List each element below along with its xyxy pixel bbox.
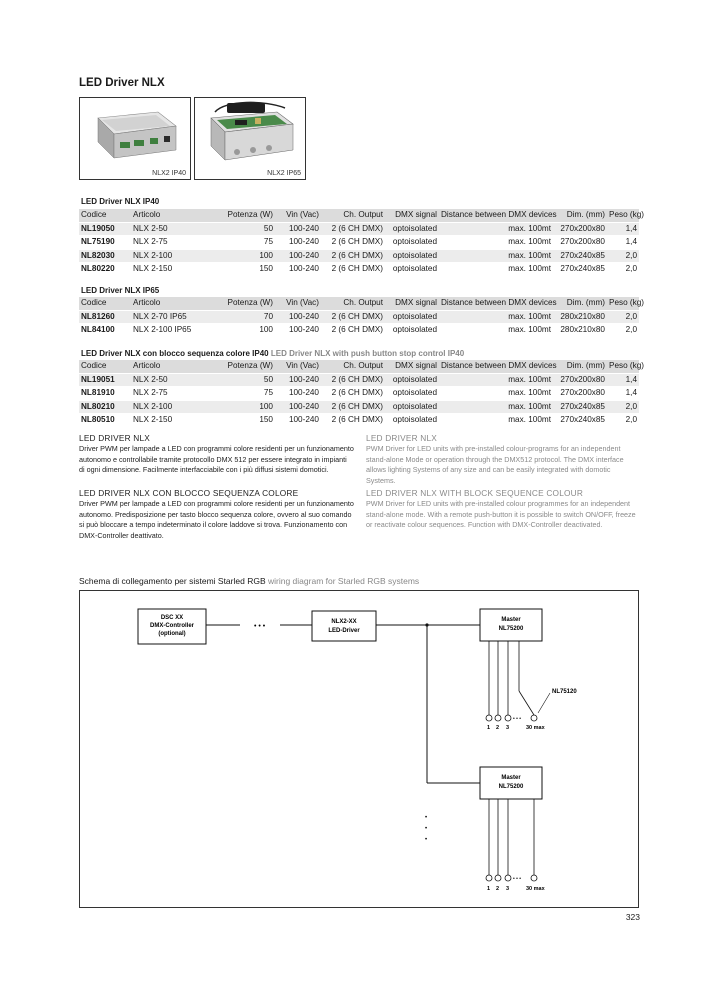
col-header: Peso (kg) [607,209,639,222]
vertical-dot: • [425,815,428,821]
table-row [79,400,639,414]
spec-table-push-button [79,360,645,427]
spec-table-ip65 [79,297,645,337]
table-cell: 100-240 [275,236,321,250]
product-photo-ip40 [79,97,191,180]
table-cell: 75 [209,387,275,401]
product-code: NL75190 [79,236,131,250]
product-code: NL80210 [79,400,131,414]
table-header [79,209,639,222]
table-cell: NLX 2-100 [131,400,209,414]
col-header: Distance between DMX devices [439,209,553,222]
product-code: NL80220 [79,263,131,276]
wiring-diagram-svg [80,591,638,907]
terminal-label: 3 [506,886,510,892]
table-cell: 50 [209,222,275,236]
controller-label: DSC XX [160,615,184,621]
terminal-label: 1 [487,886,491,892]
table-cell: 100 [209,400,275,414]
col-header: Vin (Vac) [275,360,321,373]
table-cell: 270x200x80 [553,222,607,236]
product-code: NL80510 [79,414,131,427]
table-title-push-button [81,349,464,358]
table-cell: 1,4 [607,222,639,236]
description-text: PWM Driver for LED units with pre-installed colour-programs for an independent stand-alone Mode or operation through the DMX512 protocol. The DMX interface allows lighting Systems of any size and can be easily integrated with domotic Systems. [366,444,624,485]
table-title-en: LED Driver NLX with push button stop control IP40 [270,349,465,358]
col-header: Codice [79,360,131,373]
table-cell: 280x210x80 [553,310,607,324]
table-cell: 100-240 [275,373,321,387]
controller-label: DMX-Controller [150,623,194,629]
master-label: Master [501,617,521,623]
table-cell: NLX 2-150 [131,414,209,427]
table-cell: 2 (6 CH DMX) [321,310,385,324]
table-row [79,236,639,250]
table-cell: max. 100mt [439,249,553,263]
table-cell: max. 100mt [439,236,553,250]
table-cell: 2 (6 CH DMX) [321,387,385,401]
terminal-label: 1 [487,725,491,731]
table-cell: 2,0 [607,310,639,324]
table-cell: 2 (6 CH DMX) [321,400,385,414]
col-header: Distance between DMX devices [439,360,553,373]
col-header: DMX signal [385,297,439,310]
table-title-it: LED Driver NLX IP40 [81,197,160,206]
table-title-ip40 [81,197,159,206]
table-cell: 1,4 [607,373,639,387]
master-label: NL75200 [498,784,524,790]
table-row [79,387,639,401]
product-photo-ip65 [194,97,306,180]
table-cell: 150 [209,414,275,427]
table-cell: max. 100mt [439,414,553,427]
table-cell: 2 (6 CH DMX) [321,249,385,263]
col-header: Potenza (W) [209,360,275,373]
table-cell: 70 [209,310,275,324]
col-header: Peso (kg) [607,360,639,373]
description-text: Driver PWM per lampade a LED con programmi colore residenti per un funzionamento autonomo e controllabile tramite protocollo DMX 512 per essere integrato in impianti di ogni dimensione. Facilmente interfacciabile con i più diffusi sistemi domotici. [79,444,354,474]
table-cell: 270x200x80 [553,373,607,387]
table-cell: NLX 2-100 IP65 [131,324,209,337]
table-cell: 270x240x85 [553,414,607,427]
col-header: Articolo [131,209,209,222]
driver-ip65-image [195,98,305,179]
table-cell: optoisolated [385,263,439,276]
table-cell: NLX 2-75 [131,236,209,250]
description-en-2 [366,488,638,531]
table-cell: optoisolated [385,236,439,250]
terminal-label: 30 max [526,725,545,731]
table-row [79,324,639,337]
table-cell: 2 (6 CH DMX) [321,263,385,276]
col-header: Ch. Output [321,209,385,222]
table-title-it: LED Driver NLX IP65 [81,286,160,295]
col-header: Dim. (mm) [553,297,607,310]
description-heading: LED DRIVER NLX [366,433,438,443]
diagram-title-en: wiring diagram for Starled RGB systems [268,576,420,586]
product-code: NL81260 [79,310,131,324]
master-label: NL75200 [498,626,524,632]
page-title: LED Driver NLX [79,77,165,89]
table-cell: max. 100mt [439,400,553,414]
table-cell: 2 (6 CH DMX) [321,414,385,427]
col-header: Articolo [131,297,209,310]
vertical-dot: • [425,826,428,832]
table-cell: 100-240 [275,387,321,401]
master-label: Master [501,775,521,781]
table-cell: max. 100mt [439,310,553,324]
table-cell: optoisolated [385,310,439,324]
driver-box [312,611,376,641]
table-cell: 270x240x85 [553,400,607,414]
led-label: NL75120 [552,689,577,695]
table-cell: NLX 2-50 [131,373,209,387]
table-row [79,249,639,263]
terminal-dots: • • • [513,716,522,722]
driver-ip40-image [80,98,190,179]
description-heading: LED DRIVER NLX WITH BLOCK SEQUENCE COLOUR [366,488,584,498]
col-header: Vin (Vac) [275,297,321,310]
master-box-1 [480,609,542,641]
continuation-dots: • • • [254,623,266,630]
table-cell: 100-240 [275,400,321,414]
table-header [79,360,639,373]
table-cell: 2,0 [607,324,639,337]
table-cell: 270x240x85 [553,249,607,263]
photo-caption: NLX2 IP65 [267,170,301,177]
table-cell: optoisolated [385,400,439,414]
col-header: Ch. Output [321,297,385,310]
table-cell: 100-240 [275,249,321,263]
table-title-it: LED Driver NLX con blocco sequenza colore IP40 [81,349,269,358]
vertical-dot: • [425,837,428,843]
table-cell: optoisolated [385,222,439,236]
table-cell: 100-240 [275,414,321,427]
table-cell: optoisolated [385,249,439,263]
table-row [79,414,639,427]
table-cell: 50 [209,373,275,387]
table-cell: 2,0 [607,400,639,414]
col-header: Dim. (mm) [553,360,607,373]
driver-label: NLX2-XX [331,619,357,625]
table-cell: 2 (6 CH DMX) [321,236,385,250]
table-cell: max. 100mt [439,324,553,337]
table-cell: 100 [209,249,275,263]
table-cell: 270x200x80 [553,387,607,401]
description-text: PWM Driver for LED units with pre-installed colour programmes for an independent stand-alone mode. With a remote push-button it is possible to switch ON/OFF, freeze or reactivate colour sequences. Function with DMX-Controller deactivated. [366,499,636,529]
controller-label: (optional) [158,631,186,637]
table-row [79,263,639,276]
wiring-diagram [79,590,639,908]
diagram-title [79,576,419,586]
product-code: NL84100 [79,324,131,337]
description-heading: LED DRIVER NLX [79,433,151,443]
product-code: NL19051 [79,373,131,387]
col-header: Articolo [131,360,209,373]
table-cell: 150 [209,263,275,276]
terminal-label: 3 [506,725,510,731]
table-cell: NLX 2-100 [131,249,209,263]
table-cell: 270x240x85 [553,263,607,276]
terminal-dots: • • • [513,876,522,882]
photo-caption: NLX2 IP40 [152,170,186,177]
terminal-label: 30 max [526,886,545,892]
table-cell: 100-240 [275,263,321,276]
table-cell: 100-240 [275,310,321,324]
table-cell: 2 (6 CH DMX) [321,324,385,337]
table-cell: 1,4 [607,387,639,401]
table-cell: optoisolated [385,414,439,427]
table-row [79,373,639,387]
table-cell: max. 100mt [439,263,553,276]
table-cell: NLX 2-50 [131,222,209,236]
spec-table-ip40 [79,209,645,276]
table-cell: 280x210x80 [553,324,607,337]
description-en-1 [366,433,638,486]
table-cell: NLX 2-70 IP65 [131,310,209,324]
col-header: Distance between DMX devices [439,297,553,310]
table-header [79,297,639,310]
table-cell: NLX 2-75 [131,387,209,401]
product-code: NL82030 [79,249,131,263]
col-header: Ch. Output [321,360,385,373]
col-header: DMX signal [385,209,439,222]
col-header: Codice [79,209,131,222]
col-header: DMX signal [385,360,439,373]
table-cell: max. 100mt [439,373,553,387]
table-cell: 270x200x80 [553,236,607,250]
table-cell: max. 100mt [439,222,553,236]
table-cell: optoisolated [385,324,439,337]
table-cell: 100-240 [275,222,321,236]
table-cell: 2,0 [607,414,639,427]
product-code: NL81910 [79,387,131,401]
col-header: Dim. (mm) [553,209,607,222]
table-cell: 1,4 [607,236,639,250]
description-heading: LED DRIVER NLX CON BLOCCO SEQUENZA COLORE [79,488,299,498]
table-cell: optoisolated [385,387,439,401]
table-cell: NLX 2-150 [131,263,209,276]
col-header: Potenza (W) [209,209,275,222]
table-cell: 100 [209,324,275,337]
product-code: NL19050 [79,222,131,236]
table-cell: 75 [209,236,275,250]
diagram-title-it: Schema di collegamento per sistemi Starled RGB [79,576,266,586]
table-cell: 2 (6 CH DMX) [321,373,385,387]
col-header: Vin (Vac) [275,209,321,222]
col-header: Codice [79,297,131,310]
col-header: Peso (kg) [607,297,639,310]
table-title-ip65 [81,286,159,295]
table-cell: optoisolated [385,373,439,387]
description-it-2 [79,488,354,541]
table-row [79,310,639,324]
table-cell: 100-240 [275,324,321,337]
terminal-label: 2 [496,725,500,731]
page-number: 323 [625,912,640,922]
terminal-label: 2 [496,886,500,892]
table-cell: 2 (6 CH DMX) [321,222,385,236]
col-header: Potenza (W) [209,297,275,310]
table-cell: 2,0 [607,249,639,263]
table-row [79,222,639,236]
master-box-2 [480,767,542,799]
driver-label: LED-Driver [328,628,360,634]
description-it-1 [79,433,354,476]
table-cell: max. 100mt [439,387,553,401]
table-cell: 2,0 [607,263,639,276]
description-text: Driver PWM per lampade a LED con programmi colore residenti per un funzionamento autonomo. Predisposizione per tasto blocco sequenza colore, ovvero al suo comando si può bloccare a tempo indeterminato il colore laddove si trova. Funzionamento con DMX-Controller deattivato. [79,499,354,540]
